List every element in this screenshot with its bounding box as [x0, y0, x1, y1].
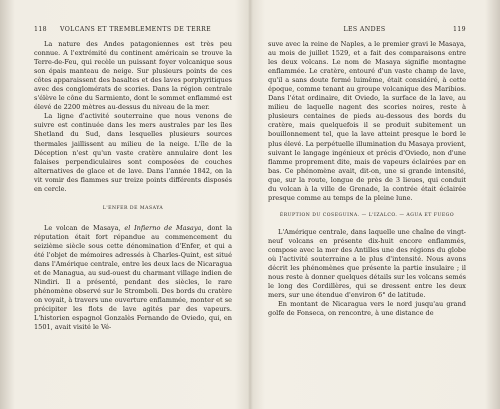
section-heading: ÉRUPTION DU COSEGUINA. — L'IZALCO. — AGUA ET FUEGO — [279, 212, 455, 218]
paragraph: Le volcan de Masaya, el Infierno de Masaya, dont la réputation était fort répandue au commencement du seizième siècle sous cette dénomination d'Enfer, et qui a été l'objet de mémoires adressés à Charles-Quint, est situé dans l'Amérique centrale, entre les deux lacs de Nicaragua et de Managua, au sud-ouest du charmant village indien de Nindiri. Il a présenté, pendant des siècles, le rare phénomène observé sur le Stromboli. Des bords du cratère on voyait, à travers une ouverture enflammée, monter et se précipiter les flots de lave agités par des vapeurs. L'historien espagnol Gonzalès Fernando de Oviedo, qui, en 1501, avait visité le Vé- — [34, 223, 232, 332]
running-title: VOLCANS ET TREMBLEMENTS DE TERRE — [59, 26, 212, 33]
right-page-body — [268, 40, 466, 318]
paragraph: L'Amérique centrale, dans laquelle une chaîne de vingt-neuf volcans en présente dix-huit encore enflammés, compose avec la mer des Antilles une des régions du globe où l'activité souterraine a le plus d'intensité. Nous avons décrit les phénomènes que présente la partie insulaire ; il nous reste à donner quelques détails sur les volcans semés le long des Cordillères, qui se dressent entre les deux mers, sur une étendue d'environ 6° de latitude. — [268, 227, 466, 300]
paragraph: La ligne d'activité souterraine que nous venons de suivre est continuée dans les mers australes par les îles Shetland du Sud, dans lesquelles plusieurs sources thermales jaillissent au milieu de la neige. L'île de la Déception n'est qu'un vaste cratère annulaire dont les falaises perpendiculaires sont composées de couches alternatives de glace et de lave. Dans l'année 1842, on la vit vomir des flammes sur treize points différents disposés en cercle. — [34, 112, 232, 193]
left-page-header — [34, 26, 232, 35]
right-page-header — [268, 26, 466, 35]
page-number: 118 — [34, 26, 48, 33]
left-page-body — [34, 40, 232, 332]
paragraph: En montant de Nicaragua vers le nord jusqu'au grand golfe de Fonseca, on rencontre, à une distance de — [268, 300, 466, 318]
paragraph: suve avec la reine de Naples, a le premier gravi le Masaya, au mois de juillet 1529, et a fait des comparaisons entre les deux volcans. Le nom de Masaya signifie montagne enflammée. Le cratère, entouré d'un vaste champ de lave, qu'il a sans doute fermé luimême, était considéré, à cette époque, comme tenant au groupe volcanique des Maribios. Dans l'état ordinaire, dit Oviedo, la surface de la lave, au milieu de laquelle nagent des scories noires, reste à plusieurs centaines de pieds au-dessous des bords du cratère, mais quelquefois il se produit subitement un bouillonnement tel, que la lave atteint presque le bord le plus élevé. La perpétuelle illumination du Masaya provient, suivant le langage ingénieux et précis d'Oviedo, non d'une flamme proprement dite, mais de vapeurs éclairées par en bas. Ce phénomène avait, dit-on, une si grande intensité, que, sur la route, longue de près de 3 lieues, qui conduit du volcan à la ville de Grenade, la contrée était éclairée presque comme au temps de la pleine lune. — [268, 40, 466, 202]
right-page — [250, 0, 500, 409]
running-title: LES ANDES — [343, 26, 386, 33]
paragraph: La nature des Andes patagoniennes est très peu connue. A l'extrémité du continent américain se trouve la Terre-de-Feu, qui recèle un puissant foyer volcanique sous son épais manteau de neige. Sur plusieurs points de ces côtes apparaissent des basaltes et des laves porphyritiques avec des conglomérats de scories. Dans la région centrale s'élève le cône du Sarmiento, dont le sommet enflammé est élevé de 2200 mètres au-dessus du niveau de la mer. — [34, 40, 232, 112]
section-heading: L'ENFER DE MASAYA — [102, 205, 164, 211]
page-number: 119 — [452, 26, 466, 33]
